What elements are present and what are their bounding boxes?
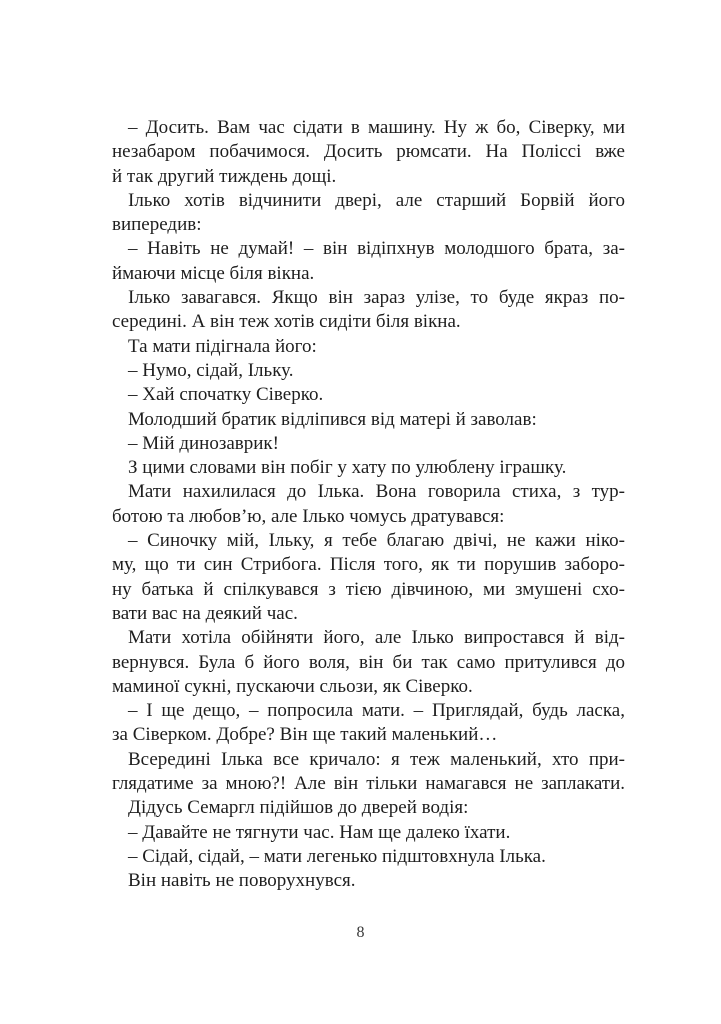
text-line: – Досить. Вам час сідати в машину. Ну ж бо, Сіверку, ми [128, 117, 625, 138]
text-line: середині. А він теж хотів сидіти біля вікна. [112, 311, 461, 333]
text-line: глядатиме за мною?! Але він тільки намагався не заплакати. [112, 773, 625, 795]
text-line: Та мати підігнала його: [128, 335, 317, 357]
body-text [112, 116, 625, 894]
text-line: Всередині Ілька все кричало: я теж маленький, хто при- [128, 748, 625, 770]
text-line: – Давайте не тягнути час. Нам ще далеко їхати. [128, 821, 511, 843]
text-line: – Нумо, сідай, Ільку. [128, 359, 294, 381]
text-line: Дідусь Семаргл підійшов до дверей водія: [128, 797, 469, 819]
text-line: – Мій динозаврик! [128, 432, 279, 454]
text-line: му, що ти син Стрибога. Після того, як ти порушив заборо- [112, 554, 625, 576]
text-line: – Сідай, сідай, – мати легенько підштовхнула Ілька. [128, 845, 546, 867]
text-line: Мати хотіла обійняти його, але Ілько випростався й від- [128, 627, 625, 649]
text-line: Ілько завагався. Якщо він зараз улізе, то буде якраз по- [128, 287, 625, 309]
page-number: 8 [356, 924, 365, 941]
text-line: ну батька й спілкувався з тією дівчиною, ми змушені схо- [112, 578, 625, 600]
text-line: – Синочку мій, Ільку, я тебе благаю двічі, не кажи ніко- [128, 530, 625, 552]
text-line: вернувся. Була б його воля, він би так само притулився до [112, 651, 625, 673]
text-line: незабаром побачимося. Досить рюмсати. На Поліссі вже [112, 141, 625, 163]
text-line: Молодший братик відліпився від матері й заволав: [128, 408, 537, 430]
text-line: випередив: [112, 214, 202, 236]
text-line: за Сіверком. Добре? Він ще такий маленький… [112, 724, 498, 746]
text-line: й так другий тиждень дощі. [112, 165, 337, 187]
text-line: ймаючи місце біля вікна. [112, 262, 315, 284]
text-line: Він навіть не поворухнувся. [128, 870, 356, 892]
text-line: – Навіть не думай! – він відіпхнув молодшого брата, за- [128, 238, 625, 260]
text-line: маминої сукні, пускаючи сльози, як Сіверко. [112, 675, 473, 697]
text-line: – І ще дещо, – попросила мати. – Приглядай, будь ласка, [128, 700, 625, 722]
text-line: ботою та любов’ю, але Ілько чомусь дратувався: [112, 505, 505, 527]
text-line: Мати нахилилася до Ілька. Вона говорила стиха, з тур- [128, 481, 625, 503]
text-line: Ілько хотів відчинити двері, але старший Борвій його [128, 189, 625, 211]
text-line: З цими словами він побіг у хату по улюблену іграшку. [128, 457, 567, 479]
text-line: вати вас на деякий час. [112, 602, 298, 624]
text-line: – Хай спочатку Сіверко. [128, 384, 324, 406]
